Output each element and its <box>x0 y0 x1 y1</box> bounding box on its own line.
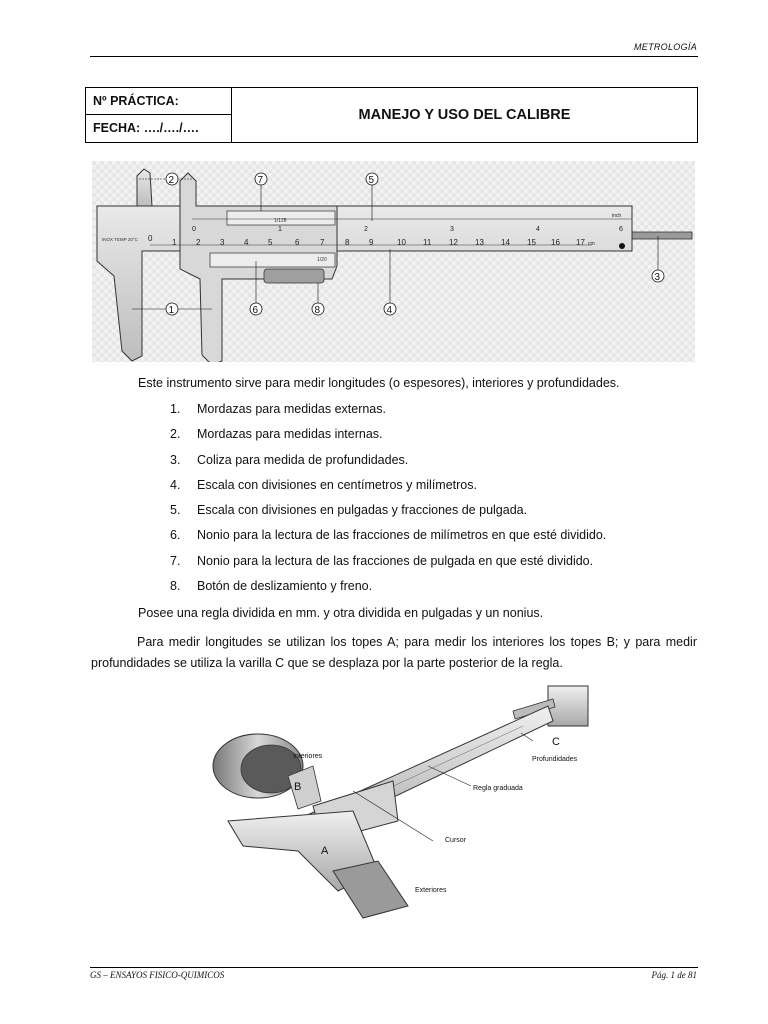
intro-text: Este instrumento sirve para medir longitudes (o espesores), interiores y profundidades. <box>138 376 620 390</box>
depth-rod <box>632 232 692 239</box>
item-number: 2. <box>170 427 181 442</box>
svg-text:4: 4 <box>386 305 393 316</box>
footer-course: GS – ENSAYOS FISICO-QUIMICOS <box>90 970 225 980</box>
label-interiores: Interiores <box>293 753 323 760</box>
mm-number: 0 <box>148 234 153 243</box>
item-number: 7. <box>170 553 181 568</box>
mm-number: 5 <box>268 238 273 247</box>
header-section-title: METROLOGÍA <box>633 42 697 52</box>
mm-number: 2 <box>196 238 201 247</box>
label-profundidades: Profundidades <box>532 756 578 763</box>
label-exteriores: Exteriores <box>415 887 447 894</box>
svg-text:1: 1 <box>168 305 175 316</box>
mm-number: 1 <box>172 238 177 247</box>
caliper-3d-illustration <box>203 681 596 928</box>
svg-text:8: 8 <box>314 305 321 316</box>
item-text: Mordazas para medidas externas. <box>197 402 386 416</box>
parts-list <box>170 402 606 604</box>
item-text: Nonio para la lectura de las fracciones de pulgada en que esté dividido. <box>197 553 594 568</box>
item-number: 4. <box>170 477 181 492</box>
mm-number: 12 <box>449 238 458 247</box>
label-c: C <box>552 736 560 748</box>
header-rule <box>90 56 698 57</box>
item-number: 8. <box>170 579 181 594</box>
slide-button <box>264 269 324 283</box>
mm-number: 14 <box>501 238 510 247</box>
svg-text:3: 3 <box>654 272 661 283</box>
list-item <box>170 402 606 427</box>
caliper-diagram <box>92 161 695 362</box>
list-item <box>170 579 606 604</box>
inch-number: 3 <box>450 226 454 233</box>
mm-number: 6 <box>295 238 300 247</box>
inch-number: 6 <box>619 226 623 233</box>
vernier-mm-label: 1/20 <box>317 257 327 263</box>
vernier-inch-label: 1/128 <box>274 218 287 224</box>
item-text: Escala con divisiones en centímetros y milímetros. <box>197 477 477 492</box>
beam-screw <box>619 243 625 249</box>
inch-number: 4 <box>536 226 540 233</box>
list-item <box>170 503 606 528</box>
svg-text:6: 6 <box>252 305 259 316</box>
inch-number: 0 <box>192 226 196 233</box>
item-text: Escala con divisiones en pulgadas y fracciones de pulgada. <box>197 503 528 518</box>
measured-block <box>333 861 408 918</box>
practice-number-label: Nº PRÁCTICA: <box>86 88 231 115</box>
list-item <box>170 528 606 553</box>
inch-unit: inch <box>612 213 622 219</box>
mm-number: 11 <box>423 238 432 247</box>
mm-number: 9 <box>369 238 374 247</box>
mm-number: 10 <box>397 238 406 247</box>
inch-number: 1 <box>278 226 282 233</box>
item-text: Coliza para medida de profundidades. <box>197 452 409 467</box>
list-item <box>170 427 606 452</box>
paragraph-scales: Posee una regla dividida en mm. y otra dividida en pulgadas y un nonius. <box>138 606 544 620</box>
practice-info-table <box>85 87 698 143</box>
mm-number: 4 <box>244 238 249 247</box>
item-number: 3. <box>170 452 181 467</box>
item-number: 1. <box>170 402 181 416</box>
item-text: Nonio para la lectura de las fracciones de milímetros en que esté dividido. <box>197 528 607 543</box>
list-item <box>170 554 606 579</box>
mm-number: 8 <box>345 238 350 247</box>
mm-number: 16 <box>551 238 560 247</box>
label-cursor: Cursor <box>445 837 467 844</box>
item-number: 6. <box>170 528 181 543</box>
mm-number: 7 <box>320 238 325 247</box>
label-b: B <box>294 781 302 793</box>
inch-number: 2 <box>364 226 368 233</box>
mm-number: 13 <box>475 238 484 247</box>
fixed-internal-jaw <box>137 169 152 206</box>
list-item <box>170 453 606 478</box>
mm-number: 15 <box>527 238 536 247</box>
svg-text:7: 7 <box>257 175 264 186</box>
practice-title: MANEJO Y USO DEL CALIBRE <box>358 107 571 123</box>
mm-number: 3 <box>220 238 225 247</box>
svg-text:2: 2 <box>168 175 175 186</box>
footer-rule <box>90 967 698 968</box>
mm-unit: cm <box>588 241 595 247</box>
label-regla: Regla graduada <box>473 785 523 792</box>
list-item <box>170 478 606 503</box>
svg-text:5: 5 <box>368 175 375 186</box>
paragraph-usage: Para medir longitudes se utilizan los topes A; para medir los interiores los topes B; y para medir profundidades se utiliza la varilla C que se desplaza por la parte posterior de la regla. <box>91 635 697 670</box>
label-a: A <box>321 845 329 857</box>
mm-number: 17 <box>576 238 585 247</box>
date-label: FECHA: …./…./…. <box>93 121 199 135</box>
footer-page-number: Pág. 1 de 81 <box>651 970 697 980</box>
item-text: Botón de deslizamiento y freno. <box>197 579 373 594</box>
item-number: 5. <box>170 503 181 518</box>
item-text: Mordazas para medidas internas. <box>197 427 383 442</box>
caliper-stamp: INOX TEMP 20°C <box>102 237 138 242</box>
